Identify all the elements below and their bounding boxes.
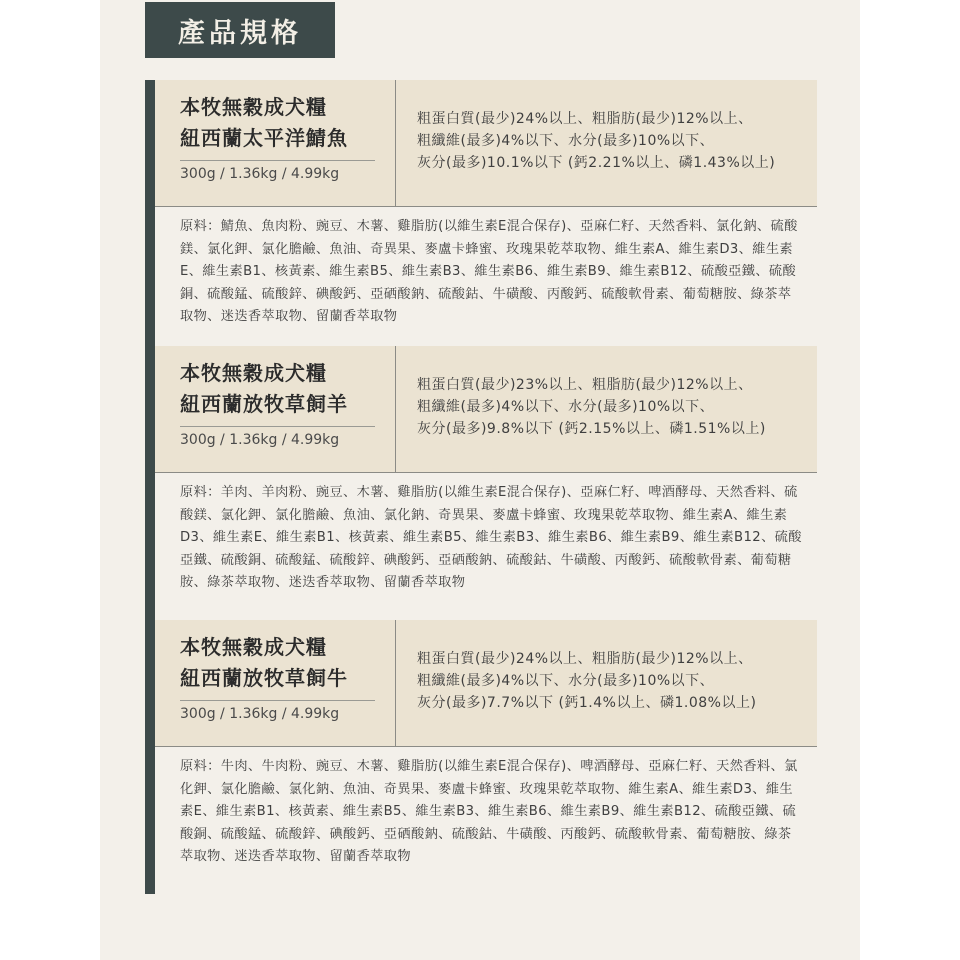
name-divider xyxy=(180,426,375,427)
nutrition-facts xyxy=(417,648,812,714)
product-name-line2: 紐西蘭太平洋鯖魚 xyxy=(180,126,348,150)
nutrition-line: 灰分(最多)7.7%以下 (鈣1.4%以上、磷1.08%以上) xyxy=(417,695,757,711)
product-name-line1: 本牧無穀成犬糧 xyxy=(180,361,327,385)
nutrition-line: 粗蛋白質(最少)24%以上、粗脂肪(最少)12%以上、 xyxy=(417,651,753,667)
product-sizes: 300g / 1.36kg / 4.99kg xyxy=(180,706,340,722)
nutrition-facts xyxy=(417,108,812,174)
nutrition-line: 灰分(最多)9.8%以下 (鈣2.15%以上、磷1.51%以上) xyxy=(417,421,766,437)
name-divider xyxy=(180,700,375,701)
nutrition-line: 灰分(最多)10.1%以下 (鈣2.21%以上、磷1.43%以上) xyxy=(417,155,776,171)
product-name xyxy=(180,632,385,694)
vertical-divider xyxy=(395,346,396,472)
section-divider xyxy=(155,746,817,747)
name-divider xyxy=(180,160,375,161)
section-divider xyxy=(155,206,817,207)
nutrition-line: 粗蛋白質(最少)24%以上、粗脂肪(最少)12%以上、 xyxy=(417,111,753,127)
vertical-divider xyxy=(395,80,396,206)
nutrition-facts xyxy=(417,374,812,440)
nutrition-line: 粗纖維(最多)4%以下、水分(最多)10%以下、 xyxy=(417,399,715,415)
product-name xyxy=(180,92,385,154)
product-name-line2: 紐西蘭放牧草飼牛 xyxy=(180,666,348,690)
nutrition-line: 粗纖維(最多)4%以下、水分(最多)10%以下、 xyxy=(417,673,715,689)
page-title: 產品規格 xyxy=(145,2,335,58)
accent-bar xyxy=(145,80,155,894)
nutrition-line: 粗蛋白質(最少)23%以上、粗脂肪(最少)12%以上、 xyxy=(417,377,753,393)
ingredients-list: 原料：鯖魚、魚肉粉、豌豆、木薯、雞脂肪(以維生素E混合保存)、亞麻仁籽、天然香料、氯化鈉、硫酸鎂、氯化鉀、氯化膽鹼、魚油、奇異果、麥盧卡蜂蜜、玫瑰果乾萃取物、維生素A、維生素D3、維生素E、維生素B1、核黃素、維生素B5、維生素B3、維生素B6、維生素B9、維生素B12、硫酸亞鐵、硫酸銅、硫酸錳、硫酸鋅、碘酸鈣、亞硒酸鈉、硫酸鈷、牛磺酸、丙酸鈣、硫酸軟骨素、葡萄糖胺、綠茶萃取物、迷迭香萃取物、留蘭香萃取物 xyxy=(180,219,798,324)
ingredients-list: 原料：牛肉、牛肉粉、豌豆、木薯、雞脂肪(以維生素E混合保存)、啤酒酵母、亞麻仁籽、天然香料、氯化鉀、氯化膽鹼、氯化鈉、魚油、奇異果、麥盧卡蜂蜜、玫瑰果乾萃取物、維生素A、維生素D3、維生素E、維生素B1、核黃素、維生素B5、維生素B3、維生素B6、維生素B9、維生素B12、硫酸亞鐵、硫酸銅、硫酸錳、硫酸鋅、碘酸鈣、亞硒酸鈉、硫酸鈷、牛磺酸、丙酸鈣、硫酸軟骨素、葡萄糖胺、綠茶萃取物、迷迭香萃取物、留蘭香萃取物 xyxy=(180,759,798,864)
product-sizes: 300g / 1.36kg / 4.99kg xyxy=(180,432,340,448)
nutrition-line: 粗纖維(最多)4%以下、水分(最多)10%以下、 xyxy=(417,133,715,149)
product-name-line1: 本牧無穀成犬糧 xyxy=(180,95,327,119)
section-divider xyxy=(155,472,817,473)
ingredients-list: 原料：羊肉、羊肉粉、豌豆、木薯、雞脂肪(以維生素E混合保存)、亞麻仁籽、啤酒酵母、天然香料、硫酸鎂、氯化鉀、氯化膽鹼、魚油、氯化鈉、奇異果、麥盧卡蜂蜜、玫瑰果乾萃取物、維生素A、維生素D3、維生素E、維生素B1、核黃素、維生素B5、維生素B3、維生素B6、維生素B9、維生素B12、硫酸亞鐵、硫酸銅、硫酸錳、硫酸鋅、碘酸鈣、亞硒酸鈉、硫酸鈷、牛磺酸、丙酸鈣、硫酸軟骨素、葡萄糖胺、綠茶萃取物、迷迭香萃取物、留蘭香萃取物 xyxy=(180,485,802,590)
product-name-line2: 紐西蘭放牧草飼羊 xyxy=(180,392,348,416)
product-name-line1: 本牧無穀成犬糧 xyxy=(180,635,327,659)
product-sizes: 300g / 1.36kg / 4.99kg xyxy=(180,166,340,182)
product-name xyxy=(180,358,385,420)
vertical-divider xyxy=(395,620,396,746)
